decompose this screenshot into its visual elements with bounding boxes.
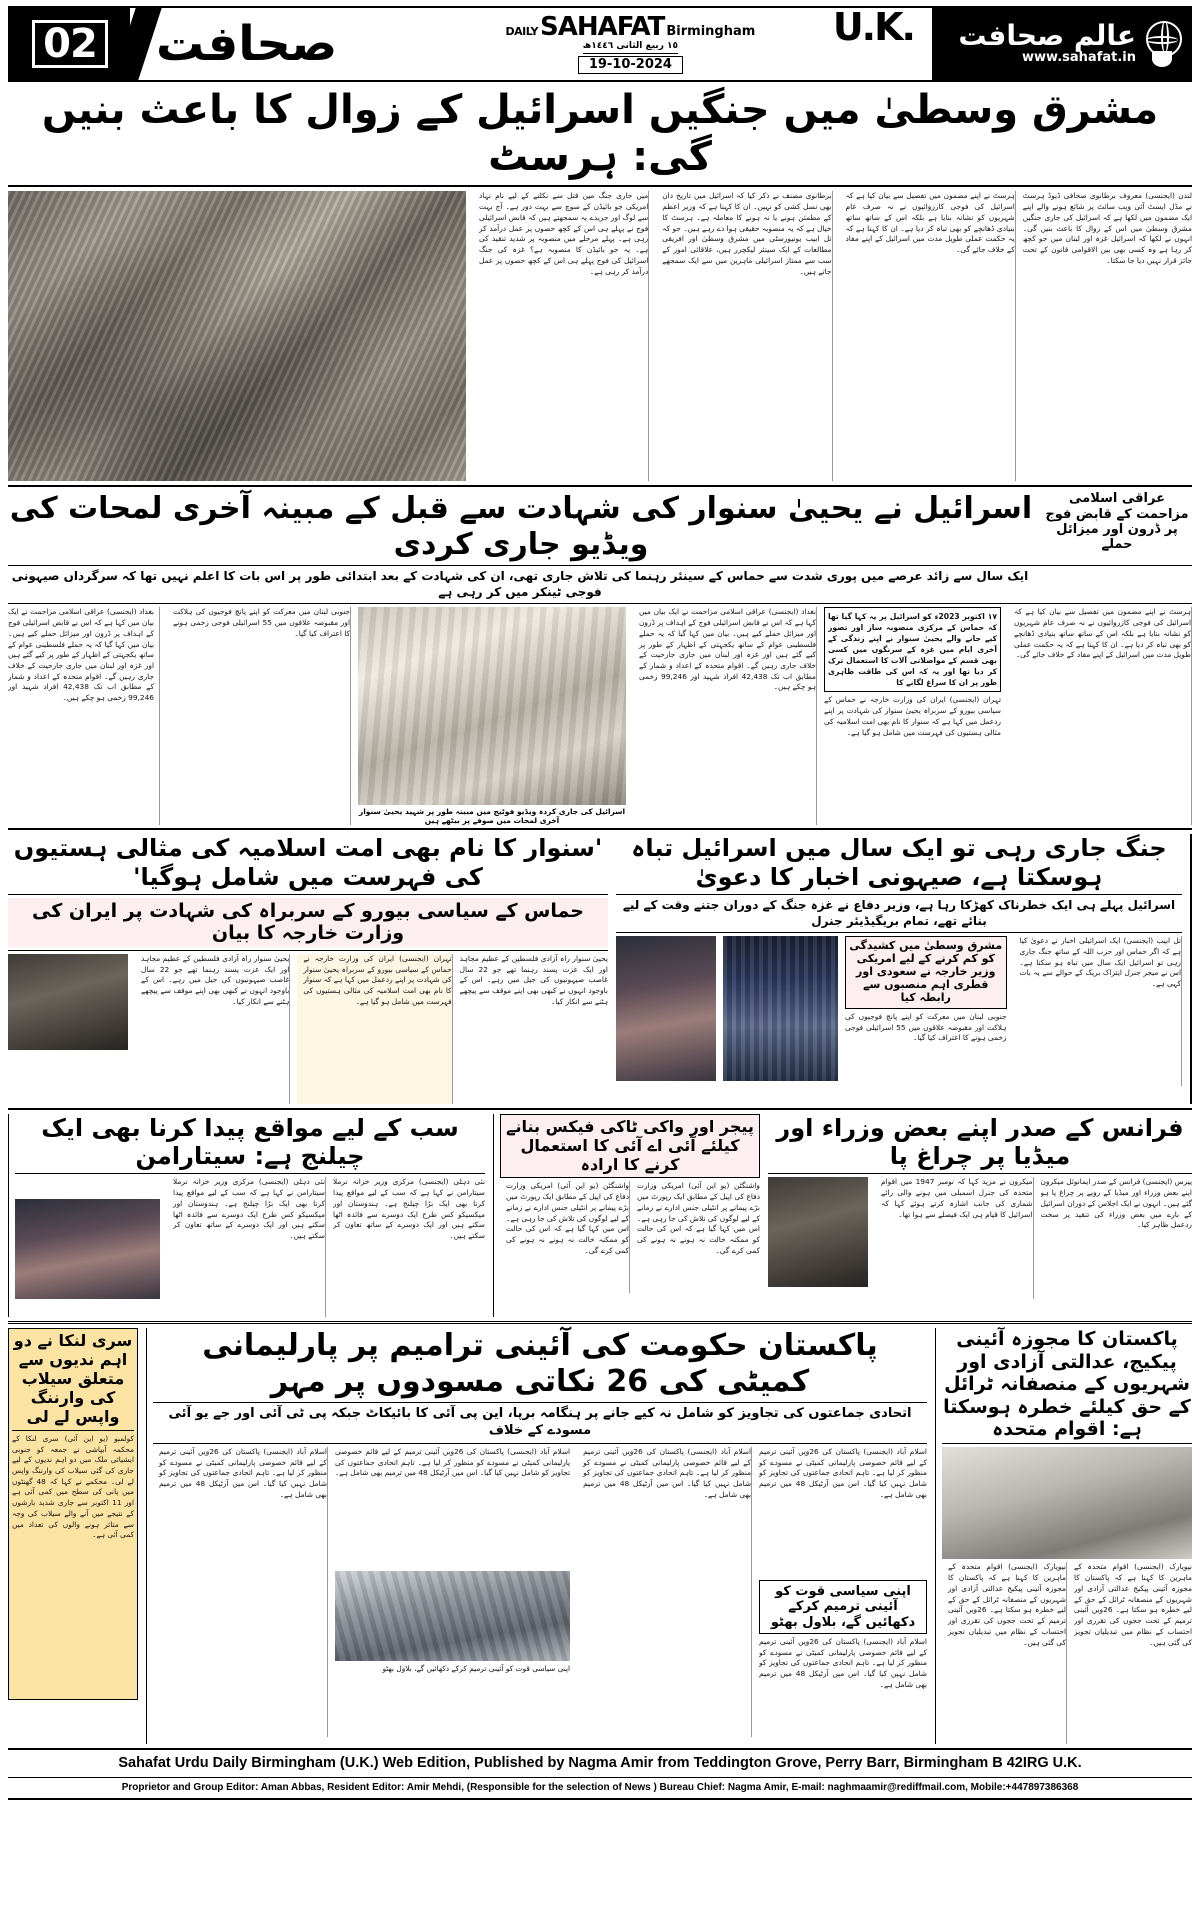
story3-col-2: تہران (ایجنسی) ایران کی وزارت خارجہ نے حماس کے سیاسی بیورو کے سربراہ یحییٰ سنوار کی شہادت پر اپنے ردعمل میں کہا ہے کہ سنوار کا نام بھی امت اسلامیہ کی مثالی ہستیوں کی فہرست میں شامل ہو گیا ہے۔: [297, 954, 452, 1104]
story2-col-1: ہرسٹ نے اپنے مضمون میں تفصیل سے بیان کیا ہے کہ اسرائیل کی فوجی کارروائیوں نے نہ صرف عام شہریوں کو نشانہ بنایا ہے بلکہ اس کے ساتھ ساتھ بنیادی ڈھانچے کو بھی تباہ کر دیا ہے۔ ان کا کہنا ہے کہ یہ حکمت عملی طویل مدت میں اسرائیل کے اپنے مفاد کے خلاف جائے گی۔: [1008, 607, 1192, 825]
story4-headline: جنگ جاری رہی تو ایک سال میں اسرائیل تباہ ہوسکتا ہے، صیہونی اخبار کا دعویٰ: [631, 834, 1167, 891]
story8-quote-box: [759, 1580, 927, 1634]
urdu-logo-text: صحافت: [156, 16, 338, 72]
story9-col-1: نیویارک (ایجنسی) اقوام متحدہ کے ماہرین کا کہنا ہے کہ پاکستان کا مجوزہ آئینی پیکیج عدالتی آزادی اور شہریوں کے منصفانہ ٹرائل کے حق کے لیے خطرہ ہو سکتا ہے۔ 26ویں آئینی ترمیم کے تحت ججوں کی تقرری اور احتساب کے نظام میں تبدیلیاں تجویز کی گئی ہیں۔: [1074, 1562, 1192, 1647]
story9-photo: [942, 1447, 1192, 1559]
story4-col-2: جنوبی لبنان میں معرکت کو اپنے پانچ فوجیوں کی ہلاکت اور مقبوضہ علاقوں میں 55 اسرائیلی فوجی زخمی ہونے کا اعتراف کیا گیا۔: [845, 1012, 1007, 1043]
region-label: U.K.: [832, 6, 914, 49]
story3-col-1: یحییٰ سنوار راہ آزادی فلسطین کے عظیم مجاہد اور ایک عزت پسند رہنما تھے جو 22 سال غاصب صیہونیوں کی جیل میں رہے۔ اس کے باوجود انہوں نے کبھی بھی اپنے موقف سے پیچھے ہٹنے سے انکار کیا۔: [459, 953, 608, 1006]
story8: [146, 1328, 927, 1744]
story2-body: [8, 607, 1192, 825]
story9-body: [942, 1562, 1192, 1744]
footer-line-1: Sahafat Urdu Daily Birmingham (U.K.) Web Edition, Published by Nagma Amir from Teddington Grove, Perry Barr, Birmingham B 42IRG U.K.: [118, 1755, 1082, 1772]
lead-photo-block: [8, 191, 466, 481]
story8-col-1b: اسلام آباد (ایجنسی) پاکستان کی 26ویں آئینی ترمیم کے لیے قائم خصوصی پارلیمانی کمیٹی نے مسودے کو منظور کر لیا ہے۔ تاہم اتحادی جماعتوں کی تجاویز کو شامل نہیں کیا گیا۔ اس میں آرٹیکل 48 میں ترمیم بھی شامل ہے۔: [759, 1636, 927, 1689]
story2-col-2-block: [824, 607, 1001, 825]
page-number-block: [10, 8, 130, 80]
story4-subhead: اسرائیل پہلے ہی ایک خطرناک کھڑکا رہا ہے، وزیر دفاع نے غزہ جنگ کے دوران جتنے وقت کے لیے بنائے تھے، تمام بریگیڈیئر جنرل: [622, 897, 1176, 928]
story5-col-1: پیرس (ایجنسی) فرانس کے صدر ایمانوئل میکرون اپنے بعض وزراء اور میڈیا کے رویے پر چراغ پا ہو گئے ہیں۔ انہوں نے ایک اجلاس کے دوران اسرائیل کے بارے میں بعض وزراء کی تنقید پر سخت ردعمل ظاہر کیا۔: [1040, 1177, 1192, 1230]
story8-col-4b: اپنی سیاسی قوت کو آئینی ترمیم کرکے دکھائیں گے، بلاول بھٹو: [382, 1663, 571, 1673]
story2-sidebar-title: عراقی اسلامی مزاحمت کے قابض فوج پر ڈرون اور میزائل حملے: [1045, 491, 1189, 553]
story10-box: [8, 1328, 138, 1700]
story5-photo: [768, 1177, 868, 1287]
story4-col-2-block: [845, 936, 1007, 1086]
story9: [935, 1328, 1192, 1744]
story2-col-2: تہران (ایجنسی) ایران کی وزارت خارجہ نے حماس کے سیاسی بیورو کے سربراہ یحییٰ سنوار کی شہادت پر اپنے ردعمل میں کہا ہے کہ سنوار کا نام بھی امت اسلامیہ کی مثالی ہستیوں کی فہرست میں شامل ہو گیا ہے۔: [824, 695, 1001, 737]
story5: [768, 1114, 1192, 1318]
page-footer: [8, 1748, 1192, 1800]
row-story6-7-5: [8, 1114, 1192, 1318]
story8-col-4: اسلام آباد (ایجنسی) پاکستان کی 26ویں آئینی ترمیم کے لیے قائم خصوصی پارلیمانی کمیٹی نے مسودے کو منظور کر لیا ہے۔ تاہم اتحادی جماعتوں کی تجاویز کو شامل نہیں کیا گیا۔ اس میں آرٹیکل 48 میں ترمیم بھی شامل ہے۔: [334, 1446, 571, 1478]
story3-col-3: یحییٰ سنوار راہ آزادی فلسطین کے عظیم مجاہد اور ایک عزت پسند رہنما تھے جو 22 سال غاصب صیہونیوں کی جیل میں رہے۔ اس کے باوجود انہوں نے کبھی بھی اپنے موقف سے پیچھے ہٹنے سے انکار کیا۔: [135, 954, 290, 1104]
story5-photo-block: [768, 1177, 868, 1299]
story7-body: [500, 1181, 760, 1293]
lead-body: [8, 191, 1192, 481]
story7-headline-box: [500, 1114, 760, 1179]
lead-story: [8, 87, 1192, 487]
story8-quote: اپنی سیاسی قوت کو آئینی ترمیم کرکے دکھائیں گے، بلاول بھٹو: [770, 1583, 916, 1630]
story8-col-2: اسلام آباد (ایجنسی) پاکستان کی 26ویں آئینی ترمیم کے لیے قائم خصوصی پارلیمانی کمیٹی نے مسودے کو منظور کر لیا ہے۔ تاہم اتحادی جماعتوں کی تجاویز کو شامل نہیں کیا گیا۔ اس میں آرٹیکل 48 میں ترمیم بھی شامل ہے۔: [577, 1447, 752, 1737]
story7-col-1: واشنگٹن (یو این آئی) امریکی وزارت دفاع کی اپیل کے مطابق ایک رپورٹ میں بڑے پیمانے پر انٹیلی جنس ادارے نے زمانے کے لیے لوگوں کی تلاش کی جا رہی ہے۔ اس میں کہا گیا ہے کہ اس کی حالت کو ممکنہ خالت نہ ہونے نہ ہونے کی کمی کرے گی۔: [637, 1181, 760, 1255]
story2-photo: [358, 607, 626, 805]
story3-photo-block: [8, 954, 128, 1104]
story2-col-3: بغداد (ایجنسی) عراقی اسلامی مزاحمت نے ایک بیان میں کہا ہے کہ اس نے قابض اسرائیلی فوج کے اہداف پر ڈرون اور میزائل حملے کیے ہیں۔ بیان میں کہا گیا کہ یہ حملے فلسطینی عوام کے ساتھ یکجہتی کے اظہار کے طور پر کیے گئے ہیں اور غزہ اور لبنان میں جاری جارحیت کے خلاف جاری رہیں گے۔ اقوام متحدہ کے اعداد و شمار کے مطابق اب تک 42,438 افراد شہید اور 99,246 زخمی ہو چکے ہیں۔: [633, 607, 817, 825]
story9-headline: پاکستان کا مجوزہ آئینی پیکیج، عدالتی آزادی اور شہریوں کے منصفانہ ٹرائل کے حق کیلئے خطرہ ہوسکتا ہے: اقوام متحدہ: [943, 1328, 1191, 1441]
story5-headline: فرانس کے صدر اپنے بعض وزراء اور میڈیا پر چراغ پا: [776, 1113, 1184, 1171]
story4-pullbox-text: مشرق وسطیٰ میں کشیدگی کو کم کرنے کے لیے امریکی وزیر خارجہ نے سعودی اور قطری اہم منصبوں سے رابطہ کیا: [849, 939, 1003, 1005]
story10: [8, 1328, 138, 1744]
hijri-date: ١٥ ربیع الثانی ١٤٤٦ھ: [583, 42, 678, 54]
story6-photo-block: [15, 1177, 160, 1317]
urdu-logo: [150, 8, 446, 80]
story10-headline: سری لنکا نے دو اہم ندیوں سے متعلق سیلاب کی وارننگ واپس لے لی: [13, 1331, 133, 1426]
lead-col-4: میں جاری جنگ میں قتل سے نکلنے کے لیے نام نہاد امریکی جو بائیڈن کے سوچ سے بہت دور ہے۔ آج بہت سے لوگ اور جریدے یہ سمجھتے ہیں کہ قابض اسرائیلی فوج نے پہلے ہی اس کے کچھ حصوں پر عمل درآمد کر رہی ہے۔ پہلے مرحلے میں منصوبہ پر شدید تنقید کی ہے۔ یہ جو بائیڈن کا منصوبہ ہے؟ غزہ کی جنگ اسرائیل کی فوج پہلے ہی اس کے کچھ حصوں پر عمل درآمد کر رہی ہے۔: [473, 191, 649, 481]
story8-col-1: اسلام آباد (ایجنسی) پاکستان کی 26ویں آئینی ترمیم کے لیے قائم خصوصی پارلیمانی کمیٹی نے مسودے کو منظور کر لیا ہے۔ تاہم اتحادی جماعتوں کی تجاویز کو شامل نہیں کیا گیا۔ اس میں آرٹیکل 48 میں ترمیم بھی شامل ہے۔: [759, 1446, 927, 1499]
story4-col-1: تل ابیب (ایجنسی) ایک اسرائیلی اخبار نے دعویٰ کیا ہے کہ اگر حماس اور حزب اللہ کے ساتھ جنگ جاری رہی تو اسرائیل ایک سال میں تباہ ہو سکتا ہے۔ اس نے میجر جنرل ایتزاک بریک کے حوالے سے یہ بات کہی ہے۔: [1014, 936, 1183, 1086]
story8-subhead: اتحادی جماعتوں کی تجاویز کو شامل نہ کیے جانے پر ہنگامہ برپا، این پی آئی کا بائیکاٹ جبکہ پی ٹی آئی اور جے یو آئی مسودے کے خلاف: [168, 1406, 912, 1439]
brand-text: [958, 19, 1136, 66]
story8-photo: [335, 1571, 570, 1661]
story8-col-1-block: [759, 1447, 927, 1737]
story2-head-block: [8, 491, 1034, 562]
masthead-title: [505, 11, 756, 42]
publication-date: 19-10-2024: [578, 56, 683, 74]
story2-pullquote-box: [824, 607, 1001, 692]
story4-pullbox: [845, 936, 1007, 1009]
story4-photo-block: [616, 936, 716, 1086]
story8-body: [153, 1447, 927, 1737]
story4-photo-block-2: [723, 936, 838, 1086]
website-url[interactable]: www.sahafat.in: [1022, 50, 1136, 66]
story10-col: کولمبو (یو این آئی) سری لنکا کے محکمہ آبپاشی نے جمعہ کو جنوبی ایشیائی ملک میں دو اہم ندیوں کے لیے جاری کی گئی سیلاب کی وارننگ واپس لے لی۔ محکمے نے کہا کہ 48 گھنٹوں میں پانی کی سطح میں کمی آئی ہے اور 11 اکتوبر سے جاری شدید بارشوں کے نتیجے میں آنے والے سیلاب کی وجہ سے متاثر ہونے والوں کی تعداد میں کمی آئی ہے۔: [12, 1433, 134, 1540]
story6-col-1: نئی دہلی (ایجنسی) مرکزی وزیر خزانہ نرملا سیتارامن نے کہا ہے کہ سب کے لیے مواقع پیدا کرنا بھی ایک بڑا چیلنج ہے۔ ہندوستان اور میکسیکو کس طرح ایک دوسرے سے فائدہ اٹھا سکتے ہیں اور ایک دوسرے کے ساتھ تعاون کر سکتے ہیں۔: [333, 1177, 485, 1241]
lead-headline: مشرق وسطیٰ میں جنگیں اسرائیل کے زوال کا باعث بنیں گی: ہرسٹ: [41, 87, 1159, 181]
story3-body: [8, 954, 608, 1104]
story7-col-2: واشنگٹن (یو این آئی) امریکی وزارت دفاع کی اپیل کے مطابق ایک رپورٹ میں بڑے پیمانے پر انٹیلی جنس ادارے نے زمانے کے لیے لوگوں کی تلاش کی جا رہی ہے۔ اس میں کہا گیا ہے کہ اس کی حالت کو ممکنہ خالت نہ ہونے نہ ہونے کی کمی کرے گی۔: [500, 1181, 630, 1293]
story6-photo: [15, 1199, 160, 1299]
story8-headline: پاکستان حکومت کی آئینی ترامیم پر پارلیمانی کمیٹی کی 26 نکاتی مسودوں پر مہر: [202, 1328, 878, 1399]
masthead: [8, 6, 1192, 82]
story6-headline: سب کے لیے مواقع پیدا کرنا بھی ایک چیلنج ہے: سیتارامن: [41, 1113, 459, 1171]
story8-col-5: اسلام آباد (ایجنسی) پاکستان کی 26ویں آئینی ترمیم کے لیے قائم خصوصی پارلیمانی کمیٹی نے مسودے کو منظور کر لیا ہے۔ تاہم اتحادی جماعتوں کی تجاویز کو شامل نہیں کیا گیا۔ اس میں آرٹیکل 48 میں ترمیم بھی شامل ہے۔: [153, 1447, 328, 1737]
story2: [8, 491, 1192, 830]
story5-body: [768, 1177, 1192, 1299]
page-number: 02: [32, 20, 108, 68]
story7: [493, 1114, 760, 1318]
story3-photo: [8, 954, 128, 1050]
story3-headline: 'سنوار کا نام بھی امت اسلامیہ کی مثالی ہستیوں کی فہرست میں شامل ہوگیا': [13, 834, 603, 891]
story5-col-2: میکرون نے مزید کہا کہ نومبر 1947 میں اقوام متحدہ کی جنرل اسمبلی میں ہونے والی رائے شماری کی جانب اشارہ کرتے ہوئے کہا کہ اسرائیل کا قیام ہی ایک فیصلے سے ہوا تھا۔: [875, 1177, 1034, 1299]
story2-subhead: ایک سال سے زائد عرصے میں پوری شدت سے حماس کے سینئر رہنما کی تلاش جاری تھی، ان کی شہادت کے بعد ابتدائی طور پر اس بات کا اعلم نہیں تھا کہ سرگرداں صیہونی فوجی ٹینکر میں کر رہی ہے: [11, 569, 1029, 599]
story2-sidebar-text: بغداد (ایجنسی) عراقی اسلامی مزاحمت نے ایک بیان میں کہا ہے کہ اس نے قابض اسرائیلی فوج کے اہداف پر ڈرون اور میزائل حملے کیے ہیں۔ بیان میں کہا گیا کہ یہ حملے فلسطینی عوام کے ساتھ یکجہتی کے اظہار کے طور پر کیے گئے ہیں اور غزہ اور لبنان میں جاری جارحیت کے خلاف جاری رہیں گے۔ اقوام متحدہ کے اعداد و شمار کے مطابق اب تک 42,438 افراد شہید اور 99,246 زخمی ہو چکے ہیں۔: [8, 607, 154, 703]
lead-col-3: برطانوی مصنف نے ذکر کیا کہ اسرائیل میں تاریخ دان بھی نسل کشی کو نہیں۔ ان کا کہنا ہے کہ وزیر اعظم کے مطمئن ہونے یا نہ ہونے کا معاملہ ہے۔ ہرسٹ کا خیال ہے کہ یہ منصوبہ حقیقی ہوا دے رہے ہیں۔ جو کہ تل ابیب یونیورسٹی میں مشرق وسطیٰ اور افریقی مطالعات کے ایک سینئر لیکچرر ہیں، علاقائی امور کے سب سے ممتاز اسرائیلی ماہرین میں سے ایک سمجھے جاتے ہیں۔: [656, 191, 832, 481]
title-main: SAHAFAT: [540, 11, 665, 42]
footer-line-2: Proprietor and Group Editor: Aman Abbas, Resident Editor: Amir Mehdi, (Responsible for the selection of News ) Bureau Chief: Nagma Amir, E-mail: naghmaamir@rediffmail.com, Mobile:+447897386368: [8, 1777, 1192, 1795]
lead-col-2: ہرسٹ نے اپنے مضمون میں تفصیل سے بیان کیا ہے کہ اسرائیل کی فوجی کارروائیوں نے نہ صرف عام شہریوں کو نشانہ بنایا ہے بلکہ اس کے ساتھ ساتھ بنیادی ڈھانچے کو بھی تباہ کر دیا ہے۔ ان کا کہنا ہے کہ یہ حکمت عملی طویل مدت میں اسرائیل کے اپنے مفاد کے خلاف جائے گی۔: [840, 191, 1016, 481]
story6-body: [15, 1177, 485, 1317]
story3: [8, 834, 608, 1103]
story6-col-2: نئی دہلی (ایجنسی) مرکزی وزیر خزانہ نرملا سیتارامن نے کہا ہے کہ سب کے لیے مواقع پیدا کرنا بھی ایک بڑا چیلنج ہے۔ ہندوستان اور میکسیکو کس طرح ایک دوسرے سے فائدہ اٹھا سکتے ہیں اور ایک دوسرے کے ساتھ تعاون کر سکتے ہیں۔: [167, 1177, 326, 1317]
story9-col-2: نیویارک (ایجنسی) اقوام متحدہ کے ماہرین کا کہنا ہے کہ پاکستان کا مجوزہ آئینی پیکیج عدالتی آزادی اور شہریوں کے منصفانہ ٹرائل کے حق کے لیے خطرہ ہو سکتا ہے۔ 26ویں آئینی ترمیم کے تحت ججوں کی تقرری اور احتساب کے نظام میں تبدیلیاں تجویز کی گئی ہیں۔: [942, 1562, 1067, 1744]
story2-photo-block: [358, 607, 626, 825]
globe-icon: [1142, 21, 1182, 67]
lead-col-1: لندن (ایجنسی) معروف برطانوی صحافی ڈیوڈ ہرسٹ نے مڈل ایسٹ آئی ویب سائٹ پر شائع ہونے والے اپنے ایک مضمون میں لکھا ہے کہ اسرائیل کی جاری جنگیں مشرق وسطیٰ میں اس کے زوال کا باعث بنیں گی۔ انہوں نے لکھا کہ اسرائیل غزہ اور لبنان میں جو کچھ کر رہا ہے وہ کسی بھی بین الاقوامی قانون کے تحت جائز قرار نہیں دیا جا سکتا۔: [1022, 191, 1192, 265]
row-bottom: [8, 1328, 1192, 1744]
story4: [616, 834, 1192, 1103]
story7-headline: پیجر اور واکی ٹاکی فیکس بنانے کیلئے آئی اے آئی کا استعمال کرنے کا ارادہ: [506, 1116, 754, 1174]
story4-photo-cartoon: [616, 936, 716, 1081]
story4-photo-protest: [723, 936, 838, 1081]
story2-col-5: جنوبی لبنان میں معرکت کو اپنے پانچ فوجیوں کی ہلاکت اور مقبوضہ علاقوں میں 55 اسرائیلی فوجی زخمی ہونے کا اعتراف کیا گیا۔: [167, 607, 351, 825]
story6: [8, 1114, 485, 1318]
title-daily: DAILY: [505, 24, 539, 38]
story3-subhead: حماس کے سیاسی بیورو کے سربراہ کی شہادت پر ایران کی وزارت خارجہ کا بیان: [8, 898, 608, 947]
story2-headline: اسرائیل نے یحییٰ سنوار کی شہادت سے قبل کے مبینہ آخری لمحات کی ویڈیو جاری کردی: [9, 491, 1033, 562]
story2-sidebar: [8, 607, 160, 825]
story2-photo-caption: اسرائیل کی جاری کردہ ویڈیو فوٹیج میں مبینہ طور پر شہید یحییٰ سنوار آخری لمحات میں صوفے پر بیٹھے ہیں: [358, 807, 626, 826]
story2-sidebar-title-block: [1042, 491, 1192, 552]
title-city: Birmingham: [666, 23, 756, 39]
brand-arabic: عالم صحافت: [958, 19, 1136, 53]
story4-body: [616, 936, 1182, 1086]
row-story3-story4: [8, 834, 1192, 1103]
brand-block: [932, 8, 1190, 80]
lead-photo: [8, 191, 466, 481]
story8-col-4-block: [335, 1447, 570, 1737]
masthead-center: [446, 8, 815, 80]
story2-pullquote: ١٧ اکتوبر 2023ء کو اسرائیل پر یہ کہا گیا تھا کہ حماس کے مرکزی منصوبہ ساز اور تصور کیے جانے والے یحییٰ سنوار نے اپنے زندگی کے آخری ایام میں غزہ کے سرنگوں میں کسی بھی قسم کے مواصلاتی آلات کا استعمال ترک کر دیا تھا اور یہ کہ اس کی طاقت ظاہری طور پر ان کا سراغ لگانے کا: [828, 612, 997, 688]
